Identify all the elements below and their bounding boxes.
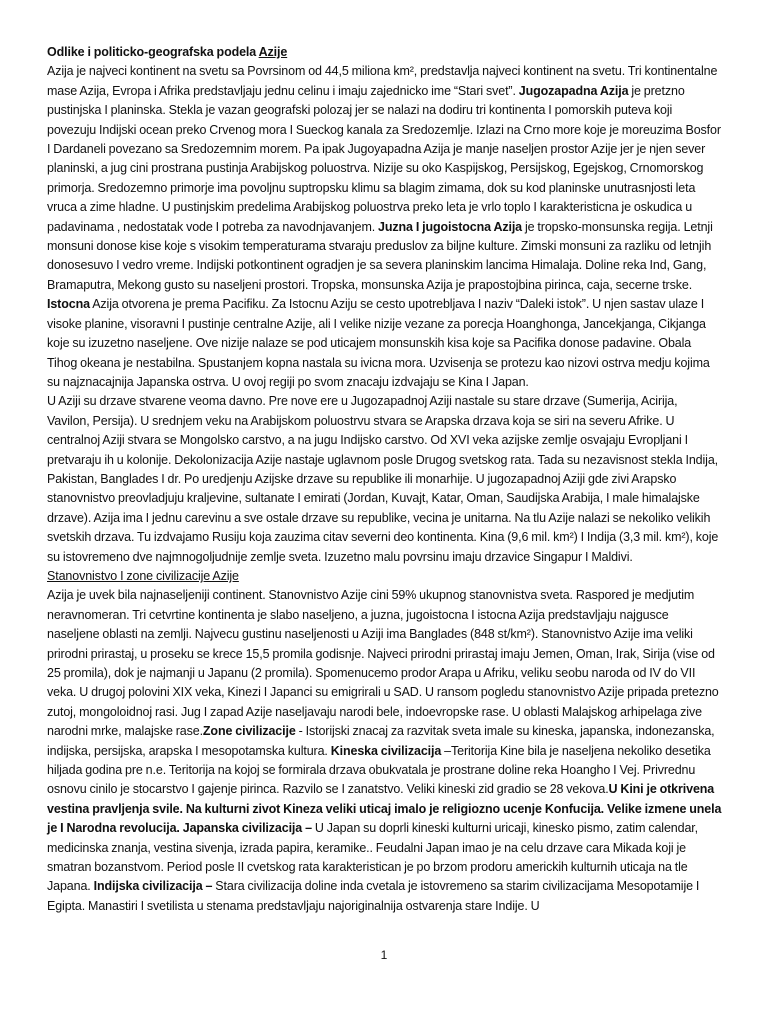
- section-states-paragraph: U Aziji su drzave stvarene veoma davno. Pre nove ere u Jugozapadnoj Aziji nastale su stare drzave (Sumerija, Acirija, Vavilon, Persija). U srednjem veku na Arabijskom poluostrvu stvara se Arapska drzava koja se siri na severu Afrike. U centralnoj Aziji stvara se Mongolsko carstvo, a na jugu Indijsko carstvo. Od XVI veka azijske zemlje osvajaju Evropljani I pretvaraju ih u kolonije. Dekolonizacija Azije nastaje uglavnom posle Drugog svetskog rata. Tada su nezavisnost stekla Indija, Pakistan, Banglades I dr. Po uredjenju Azijske drzave su republike ili monarhije. U jugozapadnoj Aziji gde zivi Arapsko stanovnistvo preovladjuju kraljevine, sultanate I emirati (Jordan, Kuvajt, Katar, Oman, Saudijska Arabija, I male himalajske drzave). Azija ima I jednu carevinu a sve ostale drzave su republike, vecina je unitarna. Na tlu Azije nalazi se nekoliko velikih svetskih drzava. Tu izdvajamo Rusiju koja zauzima citav severni deo kontinenta. Kina (9,6 mil. km²) I Indija (3,3 mil. km²), koje su istovremeno dve najmnogoljudnije zemlje sveta. Izuzetno malu povrsinu imaju drzavice Singapur I Maldivi.: [47, 394, 719, 564]
- section-population-title: Stanovnistvo I zone civilizacije Azije: [47, 568, 239, 583]
- text-run: Stara civilizacija doline inda cvetala je istovremeno sa starim civilizacijama Mesopotamije I Egipta. Manastiri I svetilista u stenama predstavljaju najoriginalnija ostvarenja stare Indije. U: [47, 879, 700, 913]
- bold-text-run: Kineska civilizacija: [330, 743, 442, 758]
- text-run: Azija otvorena je prema Pacifiku. Za Istocnu Aziju se cesto upotrebljava I naziv “Daleki istok”. U njen sastav ulaze I visoke planine, visoravni I pustinje centralne Azije, ali I velike nizije vezane za porecja Hoanghonga, Jancekjanga, Cikjanga koje su izuzetno naseljene. Ove nizije nalaze se pod uticajem monsunskih kisa koje sa Pacifika donose padavine. Obala Tihog okeana je nestabilna. Spustanjem kopna nastala su ivicna mora. Uzvisenja se protezu kao nizovi ostrva medju kojima su najznacajnija Japanska ostrva. U ovoj regiji po svom znacaju izdvajaju se Kina I Japan.: [47, 297, 710, 389]
- page-number: 1: [380, 948, 388, 962]
- text-run: Azija je uvek bila najnaseljeniji continent. Stanovnistvo Azije cini 59% ukupnog stanovnistva sveta. Raspored je medjutim neravnomeran. Tri cetvrtine kontinenta je slabo naseljeno, a juzna, jugoistocna I istocna Azija predstavljaju najgusce naseljene oblasti na zemlji. Najvecu gustinu naseljenosti u Aziji ima Banglades (848 st/km²). Stanovnistvo Azije ima veliki prirodni prirastaj, u proseku se krece 15,5 promila godisnje. Najveci prirodni prirastaj imaju Jemen, Oman, Irak, Sirija (vise od 25 promila), dok je najmanji u Japanu (2 promila). Spomenucemo prodor Arapa u Afriku, veliku seobu naroda od IV do VII veka. U drugoj polovini XIX veka, Kinezi I Japanci su emigrirali u SAD. U ransom pogledu stanovnistvo Azije pripada pretezno zutoj, mongoloidnoj rasi. Jug I zapad Azije naseljavaju narodi bele, indoevropske rase. U oblasti Malajskog arhipelaga zive narodni mrke, malajske rase.: [47, 588, 719, 739]
- text-run: je pretzno pustinjska I planinska. Stekla je vazan geografski polozaj jer se nalazi na dodiru tri kontinenta I pomorskih puteva koji povezuju Indijski ocean preko Crvenog mora I Sueckog kanala za Sredozemlje. Izlazi na Crno more koje je moreuzima Bosfor I Dardaneli povezano sa Sredozemnim morem. Pa ipak Jugoyapadna Azija je manje naseljen prostor Azije jer je njen sever planinski, a jug cini prostrana pustinja Arabijskog poluostrva. Nizije su oko Kaspijskog, Persijskog, Egejskog, Crnomorskog primorja. Sredozemno primorje ima povoljnu suptropsku klimu sa blagim zimama, dok su kod planinske unutrasnjosti leta vruca a zime hladne. U pustinjskim predelima Arabijskog poluostrva preko leta je vrlo toplo I karakteristicna je oskudica u padavinama , nedostatak vode I potreba za navodnjavanjem.: [47, 83, 721, 234]
- bold-text-run: Jugozapadna Azija: [518, 83, 629, 98]
- bold-text-run: Japanska civilizacija –: [182, 821, 315, 836]
- text-run: –Teritorija Kine bila je naseljena nekoliko desetika hiljada godina pre n.e. Teritorija na kojoj se formirala drzava obukvatala je prostrane doline reka Hoangho I Vej. Privrednu osnovu cinilo je stocarstvo I gajenje pirinca. Razvilo se I zanatstvo. Veliki kineski zid gradio se 28 vekova.: [47, 743, 711, 797]
- section-population-paragraph: [47, 586, 722, 916]
- text-run: - Istorijski znacaj za razvitak sveta imale su kineska, japanska, indonezanska, indijska, persijska, arapska I mesopotamska kultura.: [47, 724, 715, 758]
- bold-text-run: Indijska civilizacija –: [93, 879, 216, 894]
- document-body: [47, 43, 722, 916]
- section-geography-paragraph: [47, 62, 722, 392]
- text-run: U Japan su doprli kineski kulturni uricaji, kinesko pismo, zatim calendar, medicinska znanja, vestina sivenja, izrada papira, keramike.. Feudalni Japan imao je na celu drzave cara Mikada koji je smatran bozanstvom. Period posle II cvetskog rata karakteristican je po brzom prodoru americkih kulturnih uticaja na tle Japana.: [47, 821, 698, 894]
- document-heading: [47, 43, 722, 62]
- heading-prefix: Odlike i politicko-geografska podela: [47, 45, 259, 59]
- text-run: je tropsko-monsunska regija. Letnji monsuni donose kise koje s visokim temperaturama stvaraju preduslov za biljne kulture. Zimski monsuni za razliku od letnjih donosesuvo I vedro vreme. Indijski potkontinent ogradjen je sa severa planinskim lancima Himalaja. Doline reka Ind, Gang, Bramaputra, Mekong gusto su naseljeni prostori. Tropska, monsunska Azija je prapostojbina pirinca, caja, secerne trske.: [47, 219, 713, 292]
- bold-text-run: U Kini je otkrivena vestina pravljenja svile. Na kulturni zivot Kineza veliki uticaj imalo je religiozno ucenje Konfucija. Velike izmene unela je I Narodna revolucija.: [47, 782, 722, 836]
- heading-link-azije[interactable]: Azije: [258, 45, 288, 59]
- bold-text-run: Istocna: [47, 297, 90, 312]
- text-run: Azija je najveci kontinent na svetu sa Povrsinom od 44,5 miliona km², predstavlja najveci kontinent na svetu. Tri kontinentalne mase Azija, Evropa i Afrika predstavljaju jednu celinu i imaju zajednicko ime “Stari svet”.: [47, 64, 718, 98]
- bold-text-run: Juzna I jugoistocna Azija: [378, 219, 523, 234]
- bold-text-run: Zone civilizacije: [202, 724, 296, 739]
